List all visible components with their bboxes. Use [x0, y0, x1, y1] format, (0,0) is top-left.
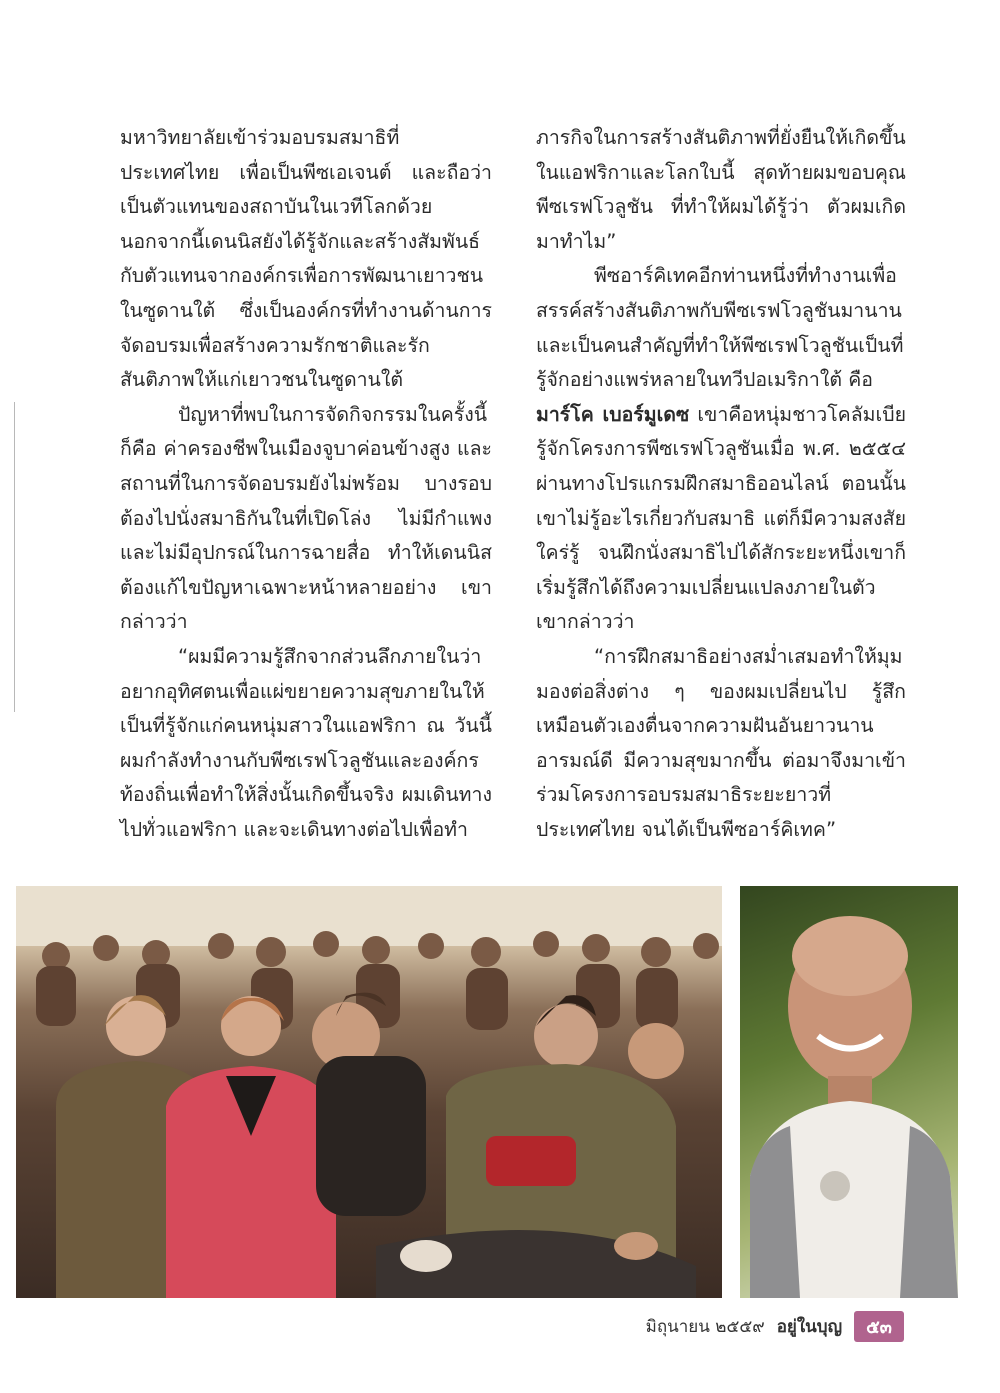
paragraph-text: เขาคือหนุ่มชาวโคลัมเบียรู้จักโครงการพีซเรฟโวลูชันเมื่อ พ.ศ. ๒๕๕๔ ผ่านทางโปรแกรมฝึกสมาธิออนไลน์ ตอนนั้นเขาไม่รู้อะไรเกี่ยวกับสมาธิ แต่ก็มีความสงสัยใคร่รู้ จนฝึกนั่งสมาธิไปได้สักระยะหนึ่งเขาก็เริ่มรู้สึกได้ถึงความเปลี่ยนแปลงภายในตัว เขากล่าวว่า	[536, 402, 906, 634]
paragraph-text: พีซอาร์คิเทคอีกท่านหนึ่งที่ทำงานเพื่อสรรค์สร้างสันติภาพกับพีซเรฟโวลูชันมานานและเป็นคนสำคัญที่ทำให้พีซเรฟโวลูชันเป็นที่รู้จักอย่างแพร่หลายในทวีปอเมริกาใต้ คือ	[536, 264, 904, 392]
paragraph: ภารกิจในการสร้างสันติภาพที่ยั่งยืนให้เกิดขึ้นในแอฟริกาและโลกใบนี้ สุดท้ายผมขอบคุณพีซเรฟโวลูชัน ที่ทำให้ผมได้รู้ว่า ตัวผมเกิดมาทำไม”	[536, 126, 906, 253]
portrait-photo	[740, 886, 958, 1298]
article-column-left	[120, 121, 492, 847]
paragraph: “ผมมีความรู้สึกจากส่วนลึกภายในว่าอยากอุทิศตนเพื่อแผ่ขยายความสุขภายในให้เป็นที่รู้จักแก่คนหนุ่มสาวในแอฟริกา ณ วันนี้ผมกำลังทำงานกับพีซเรฟโวลูชันและองค์กรท้องถิ่นเพื่อทำให้สิ่งนั้นเกิดขึ้นจริง ผมเดินทางไปทั่วแอฟริกา และจะเดินทางต่อไปเพื่อทำ	[120, 644, 492, 841]
paragraph: “การฝึกสมาธิอย่างสม่ำเสมอทำให้มุมมองต่อสิ่งต่าง ๆ ของผมเปลี่ยนไป รู้สึกเหมือนตัวเองตื่นจากความฝันอันยาวนาน อารมณ์ดี มีความสุขมากขึ้น ต่อมาจึงมาเข้าร่วมโครงการอบรมสมาธิระยะยาวที่ประเทศไทย จนได้เป็นพีซอาร์คิเทค”	[536, 644, 906, 841]
paragraph: ปัญหาที่พบในการจัดกิจกรรมในครั้งนี้ก็คือ ค่าครองชีพในเมืองจูบาค่อนข้างสูง และสถานที่ในการจัดอบรมยังไม่พร้อม บางรอบต้องไปนั่งสมาธิกันในที่เปิดโล่ง ไม่มีกำแพงและไม่มีอุปกรณ์ในการฉายสื่อ ทำให้เดนนิสต้องแก้ไขปัญหาเฉพาะหน้าหลายอย่าง เขากล่าวว่า	[120, 402, 492, 634]
page-footer	[646, 1312, 904, 1340]
meditation-group-photo	[16, 886, 722, 1298]
person-name: มาร์โค เบอร์มูเดซ	[536, 402, 690, 426]
issue-date: มิถุนายน ๒๕๕๙	[645, 1316, 765, 1337]
article-column-right	[536, 121, 906, 847]
magazine-title: อยู่ในบุญ	[776, 1316, 843, 1337]
page-number: ๕๓	[854, 1311, 904, 1342]
paragraph	[536, 259, 906, 640]
margin-rule	[14, 402, 15, 712]
paragraph: มหาวิทยาลัยเข้าร่วมอบรมสมาธิที่ประเทศไทย เพื่อเป็นพีซเอเจนต์ และถือว่าเป็นตัวแทนของสถาบันในเวทีโลกด้วย นอกจากนี้เดนนิสยังได้รู้จักและสร้างสัมพันธ์กับตัวแทนจากองค์กรเพื่อการพัฒนาเยาวชนในซูดานใต้ ซึ่งเป็นองค์กรที่ทำงานด้านการจัดอบรมเพื่อสร้างความรักชาติและรักสันติภาพให้แก่เยาวชนในซูดานใต้	[120, 126, 492, 392]
